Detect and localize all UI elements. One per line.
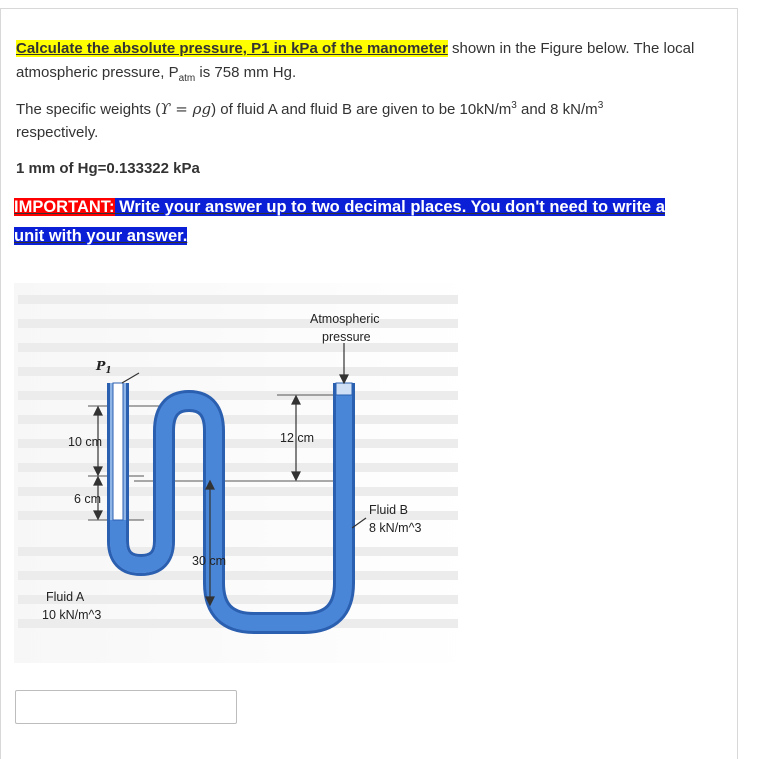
atmospheric-label-1: Atmospheric: [310, 312, 380, 326]
important-line-2: [14, 225, 187, 247]
important-label: IMPORTANT:: [14, 198, 115, 216]
question-line-3: [16, 98, 603, 121]
question-line-4: respectively.: [16, 124, 99, 141]
fluid-a-label: Fluid A: [46, 590, 85, 604]
superscript-2: 3: [597, 100, 604, 111]
fluid-a-weight: 10 kN/m^3: [42, 608, 102, 622]
important-text-2: unit with your answer.: [14, 227, 188, 245]
question-line-1-rest: shown in the Figure below. The local: [447, 40, 695, 57]
dimension-6cm: 6 cm: [74, 492, 102, 506]
question-line-3-mid2: and 8 kN/m: [516, 101, 598, 118]
dimension-10cm: 10 cm: [68, 435, 103, 449]
important-text-1: Write your answer up to two decimal places. You don't need to write a: [114, 198, 665, 216]
question-line-2: [16, 62, 296, 84]
atmospheric-label-2: pressure: [322, 330, 371, 344]
patm-subscript: atm: [178, 73, 196, 84]
manometer-figure: [14, 283, 474, 663]
answer-input[interactable]: [15, 690, 237, 724]
figure-background: [14, 283, 474, 663]
important-line-1: [14, 196, 665, 218]
fluid-b-label: Fluid B: [369, 503, 408, 517]
dimension-12cm: 12 cm: [280, 431, 315, 445]
question-line-3-pre: The specific weights (: [16, 101, 161, 118]
question-line-2-pre: atmospheric pressure, P: [16, 64, 179, 81]
question-line-3-mid: ) of fluid A and fluid B are given to be 10kN/m: [211, 101, 512, 118]
dimension-30cm: 30 cm: [192, 554, 227, 568]
fluid-b-weight: 8 kN/m^3: [369, 521, 422, 535]
superscript-1: 3: [511, 100, 517, 111]
conversion-note: 1 mm of Hg=0.133322 kPa: [16, 160, 200, 177]
specific-weight-formula: ϒ = ρg: [160, 100, 212, 118]
p1-label: $P_1$: [96, 358, 112, 376]
question-highlight: Calculate the absolute pressure, P1 in kPa of the manometer: [16, 40, 448, 57]
question-line-2-post: is 758 mm Hg.: [195, 64, 297, 81]
question-line-1: [16, 38, 694, 60]
